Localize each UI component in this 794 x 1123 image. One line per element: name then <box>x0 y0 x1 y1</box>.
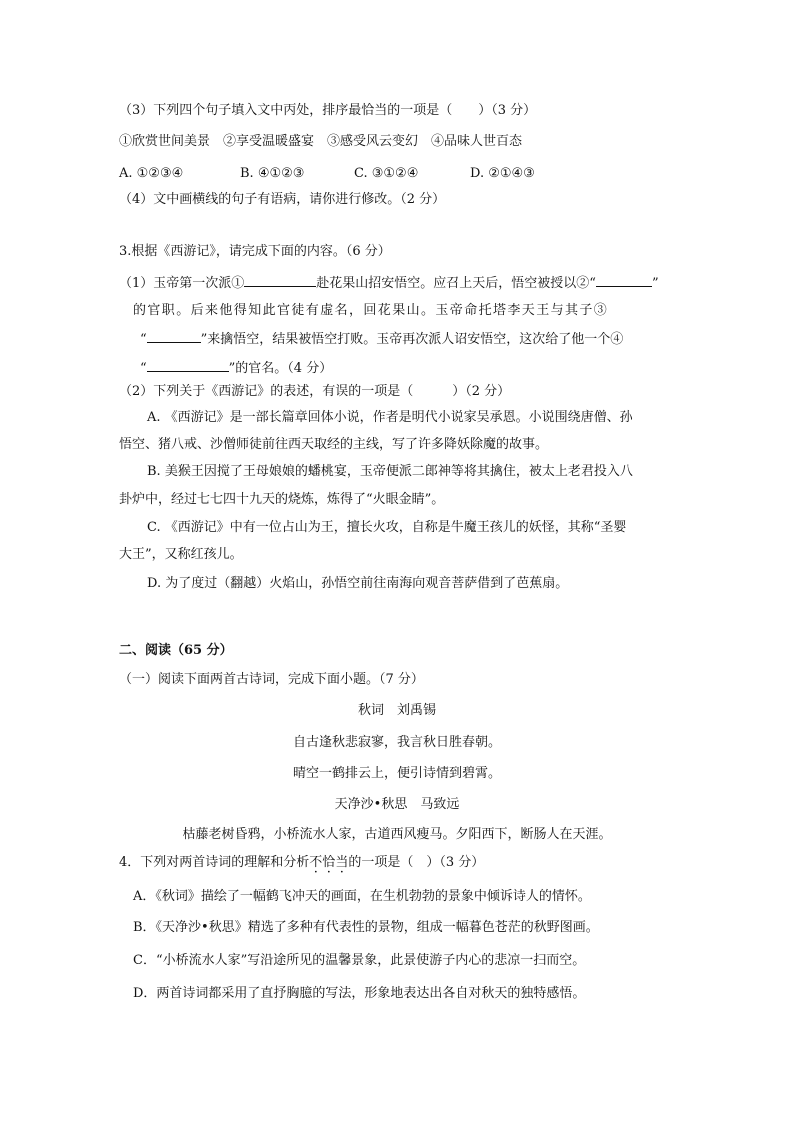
text: ”的官名。（4 分） <box>228 361 333 376</box>
reading-subheading: （一）阅读下面两首古诗词，完成下面小题。（7 分） <box>119 672 424 687</box>
emphasis-char: 不 <box>309 855 323 870</box>
q3-option-a: A. ①②③④ <box>119 166 184 181</box>
q3-option-c: C. ③①②④ <box>354 166 419 181</box>
q4-sub-prompt: （4）文中画横线的句子有语病，请你进行修改。（2 分） <box>119 192 446 207</box>
q4-option-c: C．“小桥流水人家”写沿途所见的温馨景象，此景使游子内心的悲凉一扫而空。 <box>133 953 586 968</box>
text: 的一项是（ ）（3 分） <box>348 855 485 870</box>
section3-option-a-line1: A. 《西游记》是一部长篇章回体小说，作者是明代小说家吴承恩。小说围绕唐僧、孙 <box>147 410 633 425</box>
poem1-title: 秋词 刘禹锡 <box>357 703 436 718</box>
q3-options <box>119 166 535 182</box>
section3-option-b-line1: B. 美猴王因搅了王母娘娘的蟠桃宴，玉帝便派二郎神等将其擒住，被太上老君投入八 <box>147 464 633 479</box>
emphasis-char: 恰 <box>322 855 336 870</box>
q4-option-d: D．两首诗词都采用了直抒胸臆的写法，形象地表达出各自对秋天的独特感悟。 <box>133 986 586 1001</box>
poem1-line1: 自古逢秋悲寂寥，我言秋日胜春朝。 <box>292 735 501 750</box>
fill-blank-2[interactable] <box>596 273 652 287</box>
section3-para-line1 <box>119 273 659 292</box>
section3-para-line3 <box>140 329 623 348</box>
text: 4．下列对两首诗词的理解和分析 <box>119 855 310 870</box>
section3-para-line4 <box>140 358 332 377</box>
text: ” <box>651 276 659 291</box>
q4-option-a: A．《秋词》描绘了一幅鹤飞冲天的画面，在生机勃勃的景象中倾诉诗人的情怀。 <box>133 889 591 904</box>
q3-option-b: B. ④①②③ <box>240 166 305 181</box>
section3-option-c-line1: C. 《西游记》中有一位占山为王，擅长火攻，自称是牛魔王孩儿的妖怪，其称“圣婴 <box>147 520 627 535</box>
fill-blank-3[interactable] <box>147 329 201 343</box>
q4-prompt <box>119 855 484 871</box>
section3-option-a-line2: 悟空、猪八戒、沙僧师徒前往西天取经的主线，写了许多降妖除魔的故事。 <box>119 437 549 452</box>
poem2-line1: 枯藤老树昏鸦，小桥流水人家，古道西风瘦马。夕阳西下，断肠人在天涯。 <box>182 827 612 842</box>
q3-option-d: D. ②①④③ <box>470 166 535 181</box>
fill-blank-1[interactable] <box>244 273 316 287</box>
emphasis-char: 当 <box>335 855 349 870</box>
text: （1）玉帝第一次派① <box>119 276 245 291</box>
text: 赴花果山招安悟空。应召上天后，悟空被授以②“ <box>316 276 596 291</box>
q3-items: ①欣赏世间美景 ②享受温暖盛宴 ③感受风云变幻 ④品味人世百态 <box>119 134 523 149</box>
fill-blank-4[interactable] <box>147 358 229 372</box>
section3-option-d: D. 为了度过（翻越）火焰山，孙悟空前往南海向观音菩萨借到了芭蕉扇。 <box>147 576 569 591</box>
section3-q2-prompt: （2）下列关于《西游记》的表述，有误的一项是（ ）（2 分） <box>119 384 511 399</box>
section3-option-b-line2: 卦炉中，经过七七四十九天的烧炼，炼得了“火眼金睛”。 <box>119 492 445 507</box>
text: “ <box>140 332 147 347</box>
q3-prompt: （3）下列四个句子填入文中丙处，排序最恰当的一项是（ ）（3 分） <box>119 103 537 118</box>
reading-heading: 二、阅读（65 分） <box>119 643 233 658</box>
section3-title: 3.根据《西游记》，请完成下面的内容。（6 分） <box>119 244 391 259</box>
section3-para-line2: 的官职。后来他得知此官徒有虚名，回花果山。玉帝命托塔李天王与其子③ <box>133 303 609 318</box>
q4-option-b: B．《天净沙•秋思》精选了多种有代表性的景物，组成一幅暮色苍茫的秋野图画。 <box>133 920 599 935</box>
text: ”来擒悟空，结果被悟空打败。玉帝再次派人诏安悟空，这次给了他一个④ <box>200 332 624 347</box>
poem1-line2: 晴空一鹤排云上，便引诗情到碧霄。 <box>292 766 501 781</box>
section3-option-c-line2: 大王”，又称红孩儿。 <box>119 547 243 562</box>
text: “ <box>140 361 147 376</box>
poem2-title: 天净沙•秋思 马致远 <box>334 797 460 812</box>
